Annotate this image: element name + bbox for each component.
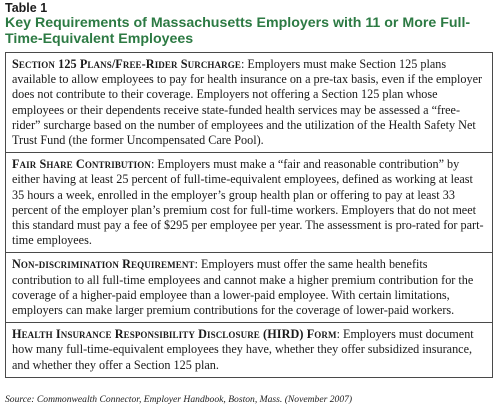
requirements-box (5, 52, 493, 378)
source-note: Source: Commonwealth Connector, Employer Handbook, Boston, Mass. (November 2007) (5, 394, 353, 405)
section-heading: Section 125 Plans/Free-Rider Surcharge (12, 57, 241, 71)
table-label: Table 1 (5, 1, 48, 15)
section-body: : Employers must make Section 125 plans available to allow employees to pay for health insurance on a pre-tax basis, even if the employer does not contribute to their coverage. Employers not offering a Section 125 plan whose employees or their dependents receive state-funded health services may be assessed a “free-rider” surcharge based on the number of employees and the utilization of the Health Safety Net Trust Fund (the former Uncompensated Care Pool). (12, 57, 483, 148)
section-hird-form (6, 322, 492, 377)
section-body: : Employers must offer the same health benefits contribution to all full-time employees and cannot make a higher premium contribution for the coverage of a higher-paid employee than a lower-paid employee. With certain limitations, employers can make larger premium contributions for the coverage of lower-paid workers. (12, 257, 474, 318)
section-fair-share (6, 152, 492, 252)
section-heading: Non-discrimination Requirement (12, 257, 195, 272)
section-body: : Employers must make a “fair and reasonable contribution” by either having at least 25 percent of full-time-equivalent employees, defined as working at least 35 hours a week, enrolled in the employer’s group health plan or offering to pay at least 33 percent of the employer plan’s premium cost for full-time workers. Employers that do not meet this standard must pay a fee of $295 per employee per year. The assessment is pro-rated for part-time employees. (12, 157, 484, 248)
section-non-discrimination (6, 252, 492, 322)
section-125-plans (6, 53, 492, 152)
section-heading: Fair Share Contribution (12, 157, 151, 172)
table-title: Key Requirements of Massachusetts Employers with 11 or More Full-Time-Equivalent Employees (5, 15, 471, 47)
section-heading: Health Insurance Responsibility Disclosure (HIRD) Form (12, 327, 337, 342)
section-body: : Employers must document how many full-time-equivalent employees they have, whether they offer subsidized insurance, and whether they offer a Section 125 plan. (12, 327, 474, 372)
